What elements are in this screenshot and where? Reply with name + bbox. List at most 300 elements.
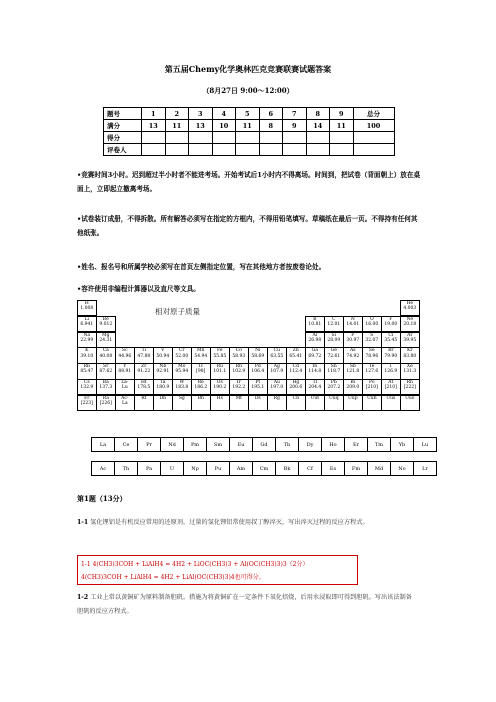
element-mass: 39.10 [80,353,94,359]
element-symbol: Db [159,395,167,401]
element-mass: 112.4 [289,369,303,375]
element-mass: 22.99 [80,337,94,343]
element-cell [229,347,249,363]
grader-input-cell[interactable] [212,144,236,156]
element-symbol: Hg [292,380,300,385]
element-symbol: At [388,380,394,385]
element-cell [96,316,116,332]
element-symbol: Hs [216,395,223,401]
element-symbol: Bh [197,395,204,401]
element-cell [96,395,116,411]
table-cell: 满分 [104,120,142,132]
element-cell [172,363,192,379]
element-symbol: Ar [407,332,413,338]
element-cell [96,379,116,395]
element-mass: [226] [99,401,112,406]
element-cell: Th [115,462,138,476]
element-symbol: Ir [236,380,241,385]
element-mass: 118.7 [327,369,341,375]
element-cell [134,395,154,411]
element-symbol: Ga [311,348,318,354]
question-1-heading: 第1题（13分） [77,494,127,503]
element-symbol: Uuq [329,395,339,401]
element-mass: 102.9 [232,369,246,375]
element-mass: 78.96 [365,353,379,359]
element-mass: 28.09 [327,337,341,343]
element-cell [115,347,135,363]
element-cell [324,332,344,348]
element-mass: 40.08 [99,353,113,359]
element-symbol: K [85,348,89,354]
element-mass: 14.01 [346,322,360,327]
table-cell: 8 [306,108,330,120]
element-cell [286,395,306,411]
element-mass: [222] [403,385,416,391]
grader-input-cell[interactable] [165,144,189,156]
element-mass: 137.3 [99,385,113,391]
element-mass: 95.94 [175,369,189,375]
element-cell [96,347,116,363]
element-cell [362,347,382,363]
element-cell [229,363,249,379]
element-symbol: V [161,348,165,354]
table-cell: 7 [283,108,307,120]
element-symbol: P [351,332,355,338]
element-symbol: Pd [254,364,261,370]
element-symbol: Sr [103,364,109,370]
element-cell [210,395,230,411]
element-cell [400,347,420,363]
element-cell [362,332,382,348]
element-cell: Er [345,438,368,452]
element-mass: 30.97 [346,337,360,343]
element-symbol: Nb [159,364,167,370]
table-cell: 总分 [353,108,394,120]
periodic-table [77,300,419,411]
grader-input-cell[interactable] [353,144,394,156]
element-mass: 4.003 [403,306,417,312]
element-symbol: La- [121,380,129,385]
element-cell: Cf [299,462,322,476]
element-mass: 39.95 [403,337,417,343]
element-cell [210,347,230,363]
element-cell [362,395,382,411]
element-symbol: Rb [83,364,90,370]
table-cell: 13 [142,120,166,132]
table-cell: 得分 [104,132,142,144]
element-symbol: Pt [255,380,261,385]
table-row [92,462,437,476]
actinide-row [91,461,437,476]
table-cell: 13 [189,120,213,132]
table-row [104,132,395,144]
element-symbol: Bi [350,380,356,385]
element-symbol: Kr [407,348,413,354]
element-cell: No [391,462,414,476]
element-symbol: Co [235,348,242,354]
score-input-cell[interactable] [353,132,394,144]
element-mass: 132.9 [80,385,94,391]
element-cell [305,347,325,363]
element-cell: Pu [207,462,230,476]
element-cell: Md [368,462,391,476]
element-symbol: Cn [292,395,299,401]
element-mass: 32.07 [365,337,379,343]
element-cell [286,363,306,379]
question-number: 1-2 [77,594,89,601]
element-mass: 16.00 [365,322,379,327]
element-cell [172,347,192,363]
score-input-cell[interactable] [236,132,260,144]
element-cell [286,347,306,363]
element-symbol: Mt [235,395,242,401]
element-symbol: Rf [141,395,147,401]
element-cell [324,347,344,363]
table-cell: 8 [259,120,283,132]
table-cell: 9 [283,120,307,132]
element-cell [400,395,420,411]
element-mass: 65.41 [289,353,303,359]
grader-input-cell[interactable] [283,144,307,156]
element-symbol: Al [312,332,318,338]
element-cell: Yb [391,438,414,452]
element-symbol: Be [102,316,109,322]
grader-input-cell[interactable] [189,144,213,156]
element-cell [248,363,268,379]
element-mass: 6.941 [80,322,94,327]
element-symbol: W [179,380,185,385]
element-cell: Pa [138,462,161,476]
score-input-cell[interactable] [165,132,189,144]
table-cell: 10 [212,120,236,132]
element-symbol: In [312,364,318,370]
element-mass: 83.80 [403,353,417,359]
element-symbol: Ag [273,364,280,370]
element-cell [153,395,173,411]
element-cell [343,395,363,411]
element-symbol: Uut [310,395,320,401]
element-cell [134,379,154,395]
element-mass: 178.5 [137,385,151,391]
element-mass: 74.92 [346,353,360,359]
table-cell: 6 [259,108,283,120]
element-cell [267,363,287,379]
element-cell [77,363,97,379]
element-cell [153,363,173,379]
element-symbol: Se [368,348,375,354]
element-symbol: Fe [217,348,223,354]
element-symbol: Uus [386,395,396,401]
element-cell: Lu [414,438,437,452]
element-cell [343,316,363,332]
element-symbol: Po [369,380,375,385]
element-cell [77,300,97,316]
answer-line-2: 4(CH3)3COH + LiAlH4 = 4H2 + LiAl(OC(CH3)3)4也可得分。 [81,574,265,581]
element-mass: 106.4 [251,369,265,375]
element-cell [267,379,287,395]
element-cell [248,379,268,395]
element-cell: Nd [161,438,184,452]
element-mass: 195.1 [251,385,265,391]
element-mass: 127.6 [365,369,379,375]
element-mass: 44.96 [118,353,132,359]
element-symbol: Ge [330,348,337,354]
element-mass: 209.0 [346,385,360,391]
element-cell: Tm [368,438,391,452]
answer-box [77,555,358,585]
element-cell: Gd [253,438,276,452]
grader-input-cell[interactable] [306,144,330,156]
table-cell: 5 [236,108,260,120]
element-cell [77,316,97,332]
element-cell [305,316,325,332]
score-input-cell[interactable] [212,132,236,144]
element-cell [381,332,401,348]
table-cell: 11 [236,120,260,132]
element-cell: Pm [184,438,207,452]
element-cell [400,332,420,348]
grader-input-cell[interactable] [330,144,354,156]
table-cell: 评卷人 [104,144,142,156]
element-mass: [223] [80,401,93,406]
element-cell: Cm [253,462,276,476]
element-cell [343,379,363,395]
element-cell [381,395,401,411]
element-symbol: Sb [349,364,356,370]
element-mass: 183.8 [175,385,189,391]
score-input-cell[interactable] [306,132,330,144]
element-mass: 19.00 [384,322,398,327]
grader-input-cell[interactable] [259,144,283,156]
exam-time: （8月27日 9:00～12:00） [202,86,294,95]
element-symbol: Ba [102,380,109,385]
element-cell [343,347,363,363]
element-symbol: B [313,316,317,322]
element-symbol: Hf [141,380,147,385]
element-mass: La [121,401,128,406]
grader-input-cell[interactable] [236,144,260,156]
element-cell [191,379,211,395]
element-symbol: S [370,332,374,338]
rule-calculator: •容许使用非编程计算器以及直尺等文具。 [77,285,200,293]
element-mass: 47.88 [137,353,151,359]
element-symbol: Au [273,380,280,385]
element-mass: 35.45 [384,337,398,343]
element-cell [115,363,135,379]
element-cell [305,363,325,379]
table-row [92,438,437,452]
element-mass: 186.2 [194,385,208,391]
element-symbol: Sn [330,364,337,370]
element-cell: Bk [276,462,299,476]
element-cell [324,363,344,379]
score-input-cell[interactable] [142,132,166,144]
element-symbol: O [369,316,374,322]
table-cell: 3 [189,108,213,120]
element-cell [134,363,154,379]
element-mass: 1.008 [80,306,94,312]
table-row [104,120,395,132]
score-input-cell[interactable] [330,132,354,144]
element-cell [286,379,306,395]
rule-name: •姓名、报名号和所属学校必须写在首页左侧指定位置，写在其他地方者按废卷论处。 [77,263,326,271]
page-title: 第五届Chemy化学奥林匹克竞赛联赛试题答案 [164,64,332,74]
element-mass: 126.9 [384,369,398,375]
element-symbol: Xe [406,364,413,370]
element-symbol: Cd [292,364,299,370]
element-symbol: He [406,301,414,306]
question-1-1 [77,516,417,530]
element-symbol: Sg [178,395,185,401]
table-cell: 1 [142,108,166,120]
element-cell [96,332,116,348]
element-symbol: Ca [102,348,109,354]
element-cell [324,316,344,332]
element-mass: 121.8 [346,369,360,375]
element-symbol: C [332,316,336,322]
element-mass: 55.85 [213,353,227,359]
element-cell: Am [230,462,253,476]
element-cell [153,379,173,395]
element-cell [305,379,325,395]
score-input-cell[interactable] [283,132,307,144]
element-cell [77,332,97,348]
element-symbol: Ta [160,380,166,385]
element-cell: Ce [115,438,138,452]
element-symbol: Uuo [405,395,415,401]
element-cell [134,347,154,363]
element-symbol: Li [84,316,90,322]
element-cell [305,395,325,411]
element-cell: Pr [138,438,161,452]
element-cell [96,363,116,379]
element-cell [191,347,211,363]
table-cell: 11 [330,120,354,132]
table-row [104,144,395,156]
element-symbol: Re [197,380,204,385]
element-symbol: Sc [121,348,128,354]
element-cell [191,363,211,379]
element-cell [210,363,230,379]
element-mass: 72.61 [327,353,341,359]
element-symbol: Ds [254,395,261,401]
element-mass: 10.81 [308,322,322,327]
element-cell [362,363,382,379]
element-cell [210,379,230,395]
element-symbol: Uuh [367,395,377,401]
element-cell [362,316,382,332]
element-symbol: Te [369,364,375,370]
element-cell [381,347,401,363]
grader-input-cell[interactable] [142,144,166,156]
element-cell: Lr [414,462,437,476]
element-mass: [210] [365,385,378,391]
element-cell [77,395,97,411]
element-symbol: Ni [255,348,261,354]
element-symbol: Uup [348,395,358,401]
element-symbol: Rh [235,364,242,370]
element-symbol: Si [331,332,337,338]
element-symbol: Fr [84,395,90,401]
element-symbol: Mo [178,364,186,370]
element-mass: [98] [196,369,206,375]
element-mass: 131.3 [403,369,417,375]
element-cell: Eu [230,438,253,452]
rule-time: •竞赛时间3小时。迟到超过半小时者不能进考场。开始考试后1小时内不得离场。时间到，把试卷（背面朝上）放在桌面上，立即起立撤离考场。 [77,171,421,193]
element-symbol: Na [83,332,91,338]
element-mass: 192.2 [232,385,246,391]
element-mass: 92.91 [156,369,170,375]
element-mass: 52.00 [175,353,189,359]
element-symbol: Cu [273,348,280,354]
element-cell [400,363,420,379]
element-symbol: Ru [216,364,223,370]
element-mass: 12.01 [327,322,341,327]
element-mass: 200.6 [289,385,303,391]
element-cell [248,347,268,363]
element-symbol: Ne [406,316,414,322]
element-symbol: Rg [273,395,280,401]
score-input-cell[interactable] [189,132,213,144]
element-symbol: Y [123,364,127,370]
element-cell [248,395,268,411]
element-cell [191,395,211,411]
element-mass: 207.2 [327,385,341,391]
element-symbol: Ra [102,395,109,401]
element-symbol: Br [388,348,394,354]
element-cell: Np [184,462,207,476]
score-input-cell[interactable] [259,132,283,144]
element-mass: 101.1 [213,369,227,375]
element-mass: 63.55 [270,353,284,359]
element-cell [381,363,401,379]
element-cell [381,379,401,395]
element-symbol: Ac- [121,395,129,401]
rule-binding: •试卷装订成册，不得拆散。所有解答必须写在指定的方框内，不得用铅笔填写。草稿纸在最后一页。不得持有任何其他纸张。 [77,215,418,237]
element-symbol: Zn [292,348,299,354]
element-cell [343,363,363,379]
score-table [103,107,395,156]
element-symbol: Ti [141,348,147,354]
element-cell [343,332,363,348]
table-cell: 题号 [104,108,142,120]
element-cell: Ho [322,438,345,452]
element-cell: La [92,438,115,452]
element-mass: 50.94 [156,353,170,359]
element-cell: Tb [276,438,299,452]
element-mass: 54.94 [194,353,208,359]
element-symbol: Tl [312,380,318,385]
element-cell [267,395,287,411]
element-mass: 107.9 [270,369,284,375]
element-cell [305,332,325,348]
element-cell [324,379,344,395]
table-row [104,108,395,120]
element-symbol: H [84,301,89,306]
element-cell: U [161,462,184,476]
element-mass: 88.91 [118,369,132,375]
element-symbol: Zr [141,364,147,370]
element-cell [115,379,135,395]
element-mass: 190.2 [213,385,227,391]
element-mass: 58.69 [251,353,265,359]
element-mass: 87.62 [99,369,113,375]
element-symbol: N [350,316,355,322]
element-cell [267,347,287,363]
element-cell [400,300,420,316]
element-symbol: Cs [83,380,90,385]
element-cell: Sm [207,438,230,452]
